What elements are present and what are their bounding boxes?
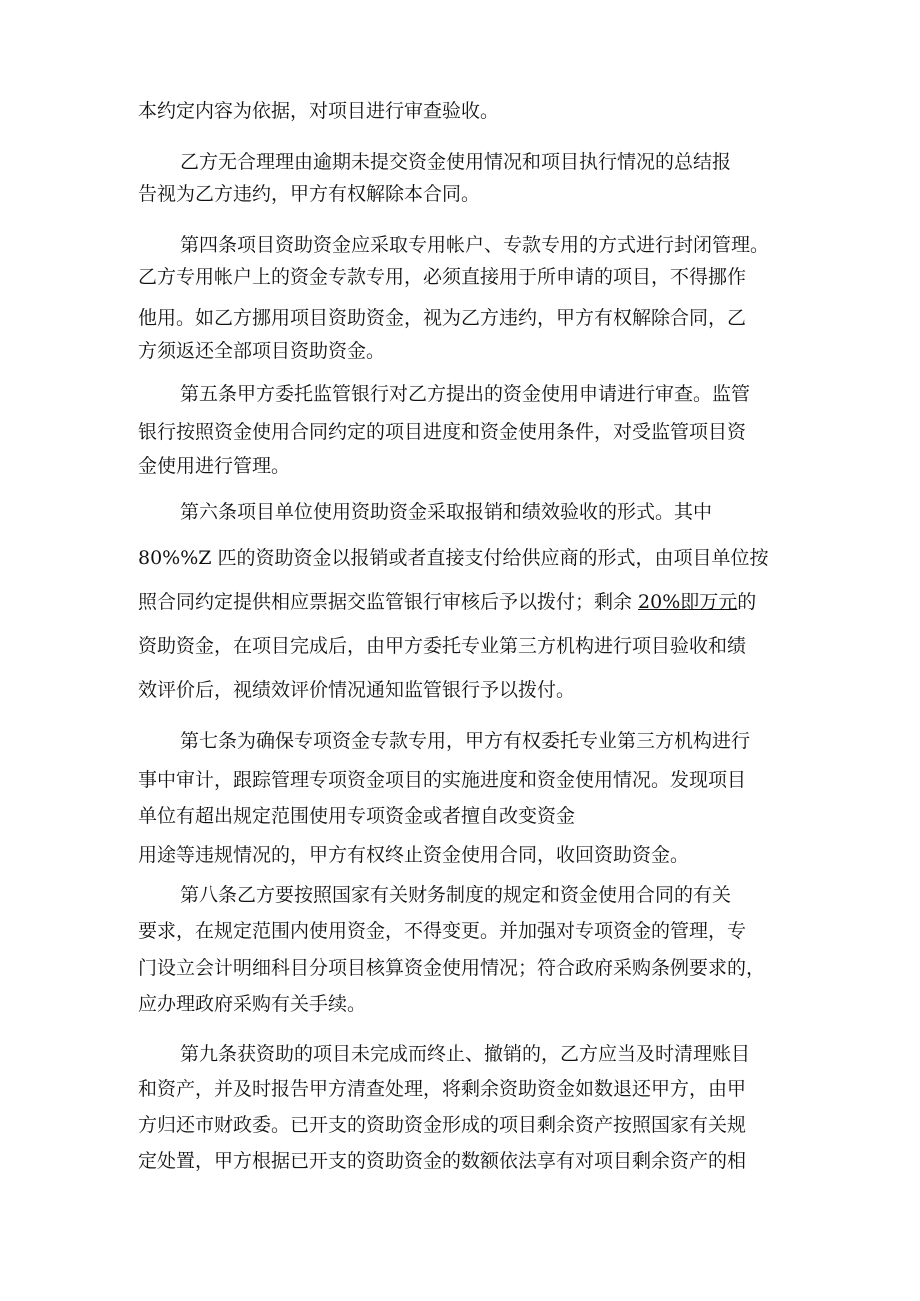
text-line: 效评价后，视绩效评价情况通知监管银行予以拨付。 bbox=[138, 679, 576, 701]
text-line: 单位有超出规定范围使用专项资金或者擅自改变资金 bbox=[138, 805, 576, 827]
text-line: 和资产，并及时报告甲方清查处理，将剩余资助资金如数退还甲方，由甲 bbox=[138, 1078, 747, 1100]
text-line: 80%%Z 匹的资助资金以报销或者直接支付给供应商的形式，由项目单位按 bbox=[138, 547, 769, 569]
text-line: 银行按照资金使用合同约定的项目进度和资金使用条件，对受监管项目资 bbox=[138, 421, 747, 443]
text-line: 方须返还全部项目资助资金。 bbox=[138, 340, 386, 362]
text-segment: 的 bbox=[737, 591, 757, 613]
text-line: 第九条获资助的项目未完成而终止、撤销的，乙方应当及时清理账目 bbox=[180, 1043, 751, 1065]
text-line: 乙方无合理理由逾期未提交资金使用情况和项目执行情况的总结报 bbox=[180, 151, 732, 173]
underlined-amount: 20%即万元 bbox=[638, 591, 738, 613]
text-line: 第七条为确保专项资金专款专用，甲方有权委托专业第三方机构进行 bbox=[180, 730, 751, 752]
text-line: 他用。如乙方挪用项目资助资金，视为乙方违约，甲方有权解除合同，乙 bbox=[138, 307, 747, 329]
text-line: 应办理政府采购有关手续。 bbox=[138, 993, 367, 1015]
text-line: 定处置，甲方根据已开支的资助资金的数额依法享有对项目剩余资产的相 bbox=[138, 1150, 747, 1172]
text-segment: 照合同约定提供相应票据交监管银行审核后予以拨付；剩余 bbox=[138, 591, 639, 613]
text-line: 第四条项目资助资金应采取专用帐户、专款专用的方式进行封闭管理。 bbox=[180, 234, 770, 256]
text-line: 第六条项目单位使用资助资金采取报销和绩效验收的形式。其中 bbox=[180, 501, 713, 523]
text-line: 资助资金，在项目完成后，由甲方委托专业第三方机构进行项目验收和绩 bbox=[138, 635, 747, 657]
text-line bbox=[138, 590, 756, 614]
text-line: 金使用进行管理。 bbox=[138, 455, 291, 477]
text-line: 乙方专用帐户上的资金专款专用，必须直接用于所申请的项目，不得挪作 bbox=[138, 266, 747, 288]
text-line: 要求，在规定范围内使用资金，不得变更。并加强对专项资金的管理，专 bbox=[138, 920, 747, 942]
text-line: 本约定内容为依据，对项目进行审查验收。 bbox=[138, 100, 500, 122]
text-line: 方归还市财政委。已开支的资助资金形成的项目剩余资产按照国家有关规 bbox=[138, 1114, 747, 1136]
text-line: 第八条乙方要按照国家有关财务制度的规定和资金使用合同的有关 bbox=[180, 884, 732, 906]
text-line: 事中审计，跟踪管理专项资金项目的实施进度和资金使用情况。发现项目 bbox=[138, 769, 747, 791]
text-line: 告视为乙方违约，甲方有权解除本合同。 bbox=[138, 183, 481, 205]
text-line: 第五条甲方委托监管银行对乙方提出的资金使用申请进行审查。监管 bbox=[180, 383, 751, 405]
text-line: 门设立会计明细科目分项目核算资金使用情况；符合政府采购条例要求的， bbox=[138, 957, 766, 979]
text-line: 用途等违规情况的，甲方有权终止资金使用合同，收回资助资金。 bbox=[138, 844, 690, 866]
